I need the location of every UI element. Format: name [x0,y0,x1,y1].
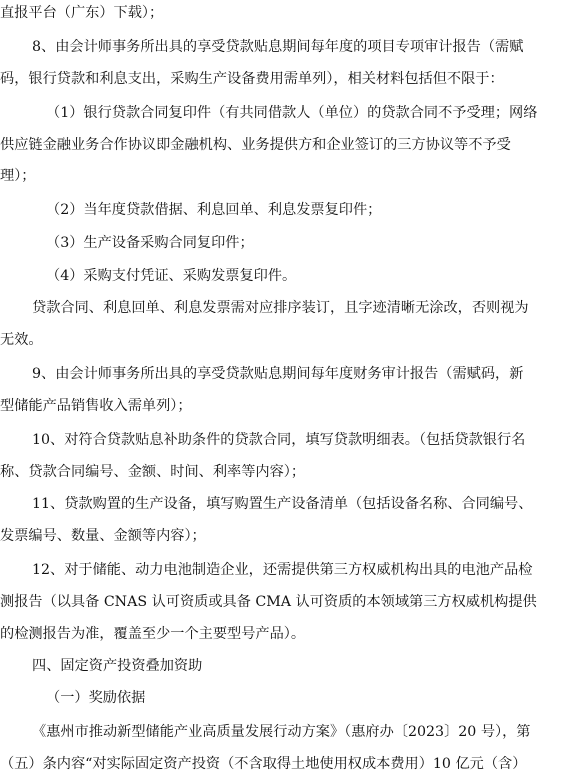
subsection-heading: （一）奖励依据 [46,690,146,706]
basis-line-1: 《惠州市推动新型储能产业高质量发展行动方案》（惠府办〔2023〕20 号），第 [32,724,531,740]
subitem-3: （3）生产设备采购合同复印件； [46,235,254,251]
item-12-line-1: 12、对于储能、动力电池制造企业，还需提供第三方权威机构出具的电池产品检 [32,562,533,578]
item-10-line-2: 称、贷款合同编号、金额、时间、利率等内容）； [0,464,306,480]
section-heading: 四、固定资产投资叠加资助 [32,658,203,674]
item-11-line-1: 11、贷款购置的生产设备，填写购置生产设备清单（包括设备名称、合同编号、 [32,496,533,512]
note-line-2: 无效。 [0,332,43,348]
item-8-line-2: 码，银行贷款和利息支出，采购生产设备费用需单列），相关材料包括但不限于： [0,71,504,87]
subitem-2: （2）当年度贷款借据、利息回单、利息发票复印件； [46,202,382,218]
subitem-4: （4）采购支付凭证、采购发票复印件。 [46,268,297,284]
item-12-line-3: 的检测报告为准，覆盖至少一个主要型号产品）。 [0,626,306,642]
subitem-1-line-2: 供应链金融业务合作协议即金融机构、业务提供方和企业签订的三方协议等不予受 [0,137,511,153]
item-10-line-1: 10、对符合贷款贴息补助条件的贷款合同，填写贷款明细表。（包括贷款银行名 [32,432,526,448]
subitem-1-line-1: （1）银行贷款合同复印件（有共同借款人（单位）的贷款合同不予受理；网络 [46,105,538,121]
subitem-1-line-3: 理）； [0,168,36,184]
item-11-line-2: 发票编号、数量、金额等内容）； [0,528,206,544]
item-12-line-2: 测报告（以具备 CNAS 认可资质或具备 CMA 认可资质的本领域第三方权威机构提供 [0,594,537,610]
item-9-line-2: 型储能产品销售收入需单列）； [0,398,192,414]
item-8-line-1: 8、由会计师事务所出具的享受贷款贴息期间每年度的项目专项审计报告（需赋 [32,39,524,55]
text-line: 直报平台（广东）下载）； [0,5,164,21]
basis-line-2: （五）条内容“对实际固定资产投资（不含取得土地使用权成本费用）10 亿元（含） [0,756,527,772]
item-9-line-1: 9、由会计师事务所出具的享受贷款贴息期间每年度财务审计报告（需赋码，新 [32,366,524,382]
note-line-1: 贷款合同、利息回单、利息发票需对应排序装订，且字迹清晰无涂改，否则视为 [32,300,529,316]
